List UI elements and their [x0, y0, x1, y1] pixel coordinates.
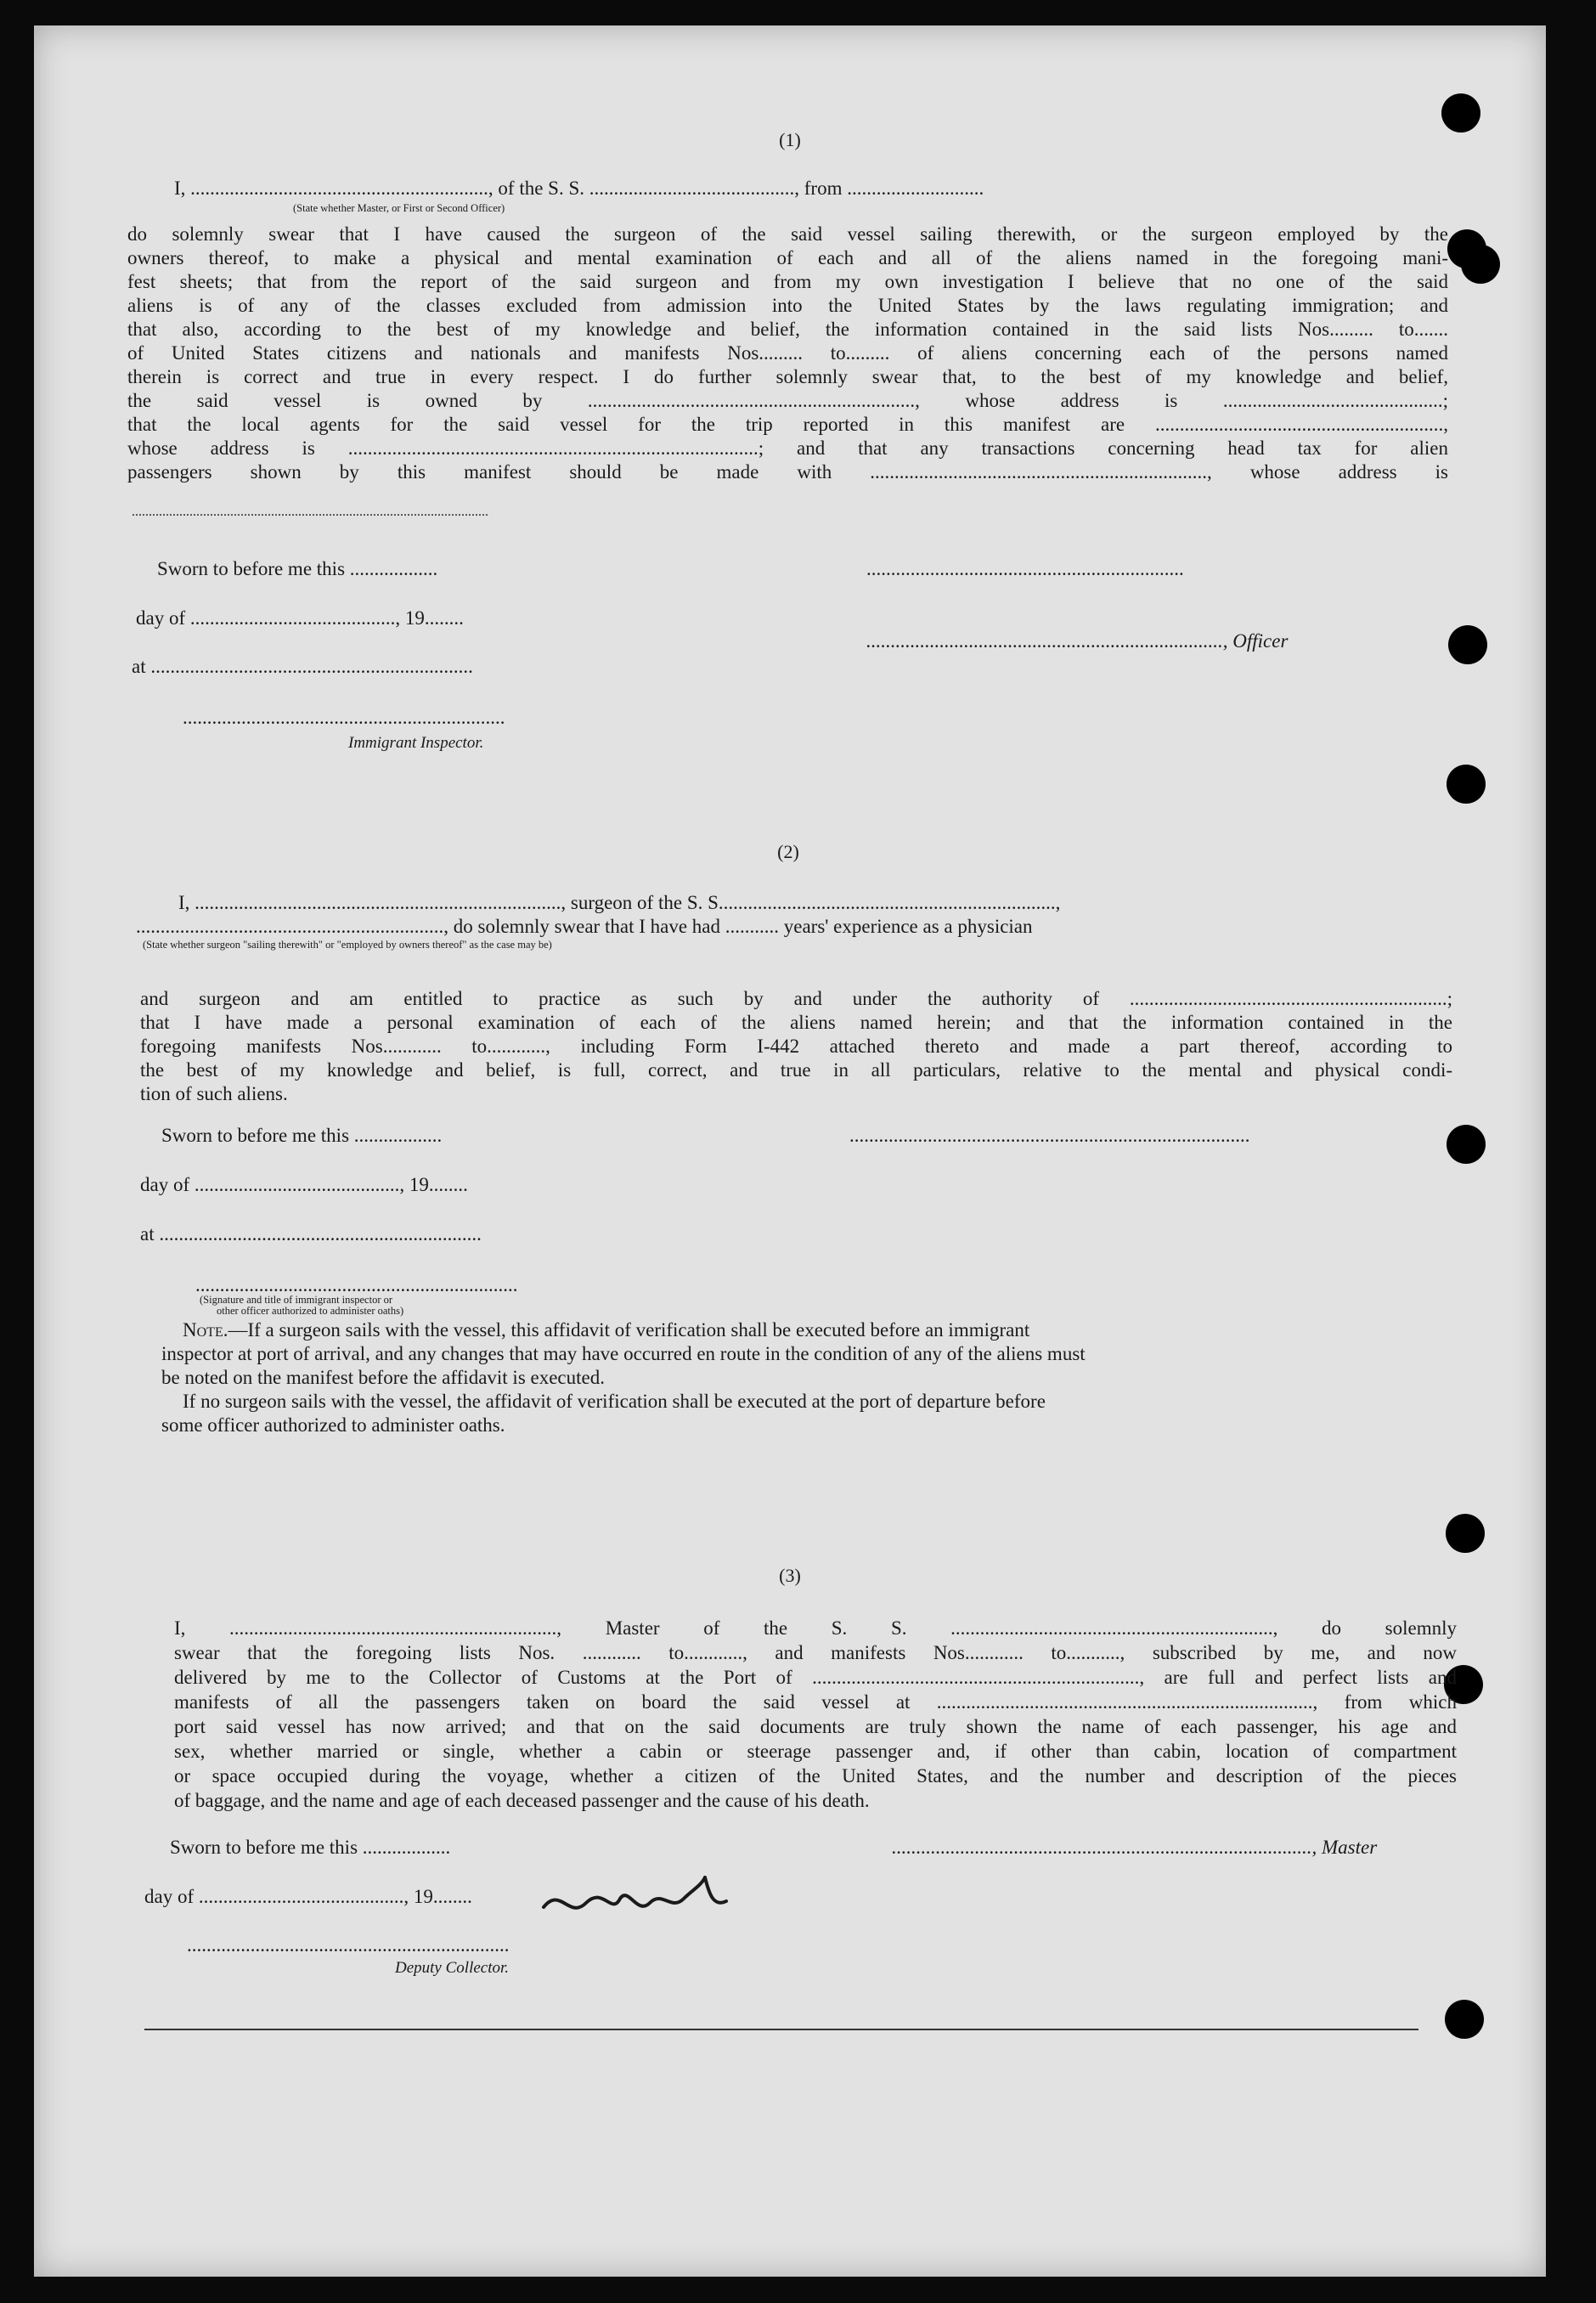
- section-2-signature-note-1: (Signature and title of immigrant inspector or: [200, 1294, 393, 1306]
- section-1-number: (1): [779, 129, 801, 150]
- punch-hole: [1445, 2000, 1484, 2039]
- section-2-inspector-signature-line: ..................................................................: [195, 1274, 518, 1295]
- section-2-note-line-1: inspector at port of arrival, and any changes that may have occurred en route in the condition of any of the aliens must: [161, 1343, 1086, 1364]
- s3p-line: I, ..................................................................., Master of the S. S. .................................................................., do solemnly: [174, 1617, 1457, 1639]
- section-1-immigrant-inspector-label: Immigrant Inspector.: [348, 734, 484, 752]
- section-3-master-line: [892, 1835, 1377, 1860]
- section-1-officer-text: ........................................................................., Officer: [866, 630, 1289, 652]
- s1p-line: whose address is ....................................................................................; and that any transactions concerning head tax for alien: [127, 437, 1448, 459]
- punch-hole: [1447, 765, 1486, 804]
- punch-hole: [1441, 93, 1480, 133]
- section-1-sworn-line: Sworn to before me this ..................: [157, 558, 438, 579]
- section-3-oath-paragraph: [174, 1616, 1457, 1813]
- punch-hole: [1446, 1514, 1485, 1553]
- section-2-sworn-line: Sworn to before me this ..................: [161, 1125, 443, 1146]
- section-2-opening-line: I, ..........................................................................., surgeon of the S. S.....................................................................,: [178, 892, 1061, 913]
- section-2-right-blank: ..................................................................................: [849, 1125, 1250, 1146]
- affidavit-sheet: [34, 25, 1546, 2277]
- section-1-officer-note: (State whether Master, or First or Second Officer): [293, 202, 505, 214]
- s3p-line: sex, whether married or single, whether a cabin or steerage passenger and, if other than cabin, location of compartment: [174, 1741, 1457, 1762]
- s3p-line: manifests of all the passengers taken on board the said vessel at ............................................................................., from which: [174, 1691, 1457, 1713]
- s1p-line: fest sheets; that from the report of the said surgeon and from my own investigation I believe that no one of the said: [127, 271, 1448, 292]
- s3p-line: of baggage, and the name and age of each deceased passenger and the cause of his death.: [174, 1790, 870, 1811]
- section-3-day-line: day of .........................................., 19........: [144, 1886, 472, 1907]
- section-2-at-line: at ..................................................................: [140, 1223, 482, 1245]
- section-2-surgeon-note: (State whether surgeon "sailing therewith" or "employed by owners thereof" as the case may be): [143, 939, 552, 951]
- punch-hole: [1461, 245, 1500, 284]
- section-1-day-line: day of .........................................., 19........: [136, 607, 464, 629]
- section-1-oath-paragraph: [127, 223, 1448, 484]
- section-2-experience-line: ..............................................................., do solemnly swear that I have had ........... years' experience as a physician: [136, 916, 1033, 937]
- section-1-at-line: at ..................................................................: [132, 656, 473, 677]
- punch-hole: [1447, 1125, 1486, 1164]
- section-2-note-line-0: —If a surgeon sails with the vessel, this affidavit of verification shall be executed before an immigrant: [228, 1319, 1030, 1341]
- section-1-officer-blank: .................................................................: [866, 558, 1184, 579]
- s2p-line: that I have made a personal examination of each of the aliens named herein; and that the information contained in the: [140, 1012, 1452, 1033]
- s1p-line: do solemnly swear that I have caused the surgeon of the said vessel sailing therewith, or the surgeon employed by the: [127, 223, 1448, 245]
- s1p-line: passengers shown by this manifest should be made with ....................................................................., whose address is: [127, 461, 1448, 483]
- section-2-note2-line-0: If no surgeon sails with the vessel, the affidavit of verification shall be executed at the port of departure before: [183, 1391, 1046, 1412]
- section-2-note-line-2: be noted on the manifest before the affidavit is executed.: [161, 1367, 605, 1388]
- section-1-inspector-signature-line: ..................................................................: [183, 707, 505, 728]
- s1p-line: that the local agents for the said vessel for the trip reported in this manifest are ...........................................................,: [127, 414, 1448, 435]
- section-3-collector-signature-line: ..................................................................: [187, 1934, 510, 1956]
- s3p-line: or space occupied during the voyage, whether a citizen of the United States, and the number and description of the pieces: [174, 1765, 1457, 1787]
- section-2-oath-paragraph: [140, 987, 1452, 1106]
- handwritten-signature-mark: [535, 1869, 739, 1928]
- s2p-line: and surgeon and am entitled to practice as such by and under the authority of .................................................................;: [140, 988, 1452, 1009]
- s3p-line: delivered by me to the Collector of Customs at the Port of ..................................................................., are full and perfect lists and: [174, 1667, 1457, 1688]
- section-1-opening-line: I, ............................................................., of the S. S. .........................................., from ............................: [174, 178, 984, 199]
- section-2-number: (2): [777, 841, 799, 862]
- section-2-note2-line-1: some officer authorized to administer oaths.: [161, 1414, 505, 1436]
- s2p-line: the best of my knowledge and belief, is full, correct, and true in all particulars, relative to the mental and physical condi-: [140, 1059, 1452, 1081]
- s2p-line: foregoing manifests Nos............ to............, including Form I-442 attached thereto and made a part thereof, according to: [140, 1036, 1452, 1057]
- s1p-line: of United States citizens and nationals and manifests Nos......... to......... of aliens concerning each of the persons named: [127, 342, 1448, 364]
- section-3-sworn-line: Sworn to before me this ..................: [170, 1837, 451, 1858]
- s3p-line: swear that the foregoing lists Nos. ............ to............, and manifests Nos............ to..........., subscribed by me, and now: [174, 1642, 1457, 1663]
- section-2-note-block: [161, 1318, 1435, 1437]
- s1p-line: that also, according to the best of my knowledge and belief, the information contained in the said lists Nos......... to.......: [127, 319, 1448, 340]
- section-3-deputy-collector-label: Deputy Collector.: [395, 1959, 510, 1977]
- section-2-note-label: Note.: [183, 1319, 228, 1341]
- section-1-officer-line: [866, 629, 1288, 654]
- section-2-day-line: day of .........................................., 19........: [140, 1174, 468, 1195]
- s1p-line: the said vessel is owned by ..................................................................., whose address is .............................................;: [127, 390, 1448, 411]
- section-3-master-text: ......................................................................................, Master: [892, 1837, 1378, 1858]
- punch-hole: [1448, 625, 1487, 664]
- s1p-line: owners thereof, to make a physical and mental examination of each and all of the aliens named in the foregoing mani-: [127, 247, 1448, 268]
- s1p-line: therein is correct and true in every respect. I do further solemnly swear that, to the best of my knowledge and belief,: [127, 366, 1448, 387]
- section-1-trailing-blank: .........................................................................................................: [132, 505, 488, 519]
- bottom-rule: [144, 2029, 1418, 2030]
- s3p-line: port said vessel has now arrived; and that on the said documents are truly shown the name of each passenger, his age and: [174, 1716, 1457, 1737]
- s2p-line: tion of such aliens.: [140, 1083, 288, 1104]
- section-2-signature-note-2: other officer authorized to administer oaths): [217, 1305, 404, 1317]
- s1p-line: aliens is of any of the classes excluded from admission into the United States by the laws regulating immigration; and: [127, 295, 1448, 316]
- section-3-number: (3): [779, 1565, 801, 1586]
